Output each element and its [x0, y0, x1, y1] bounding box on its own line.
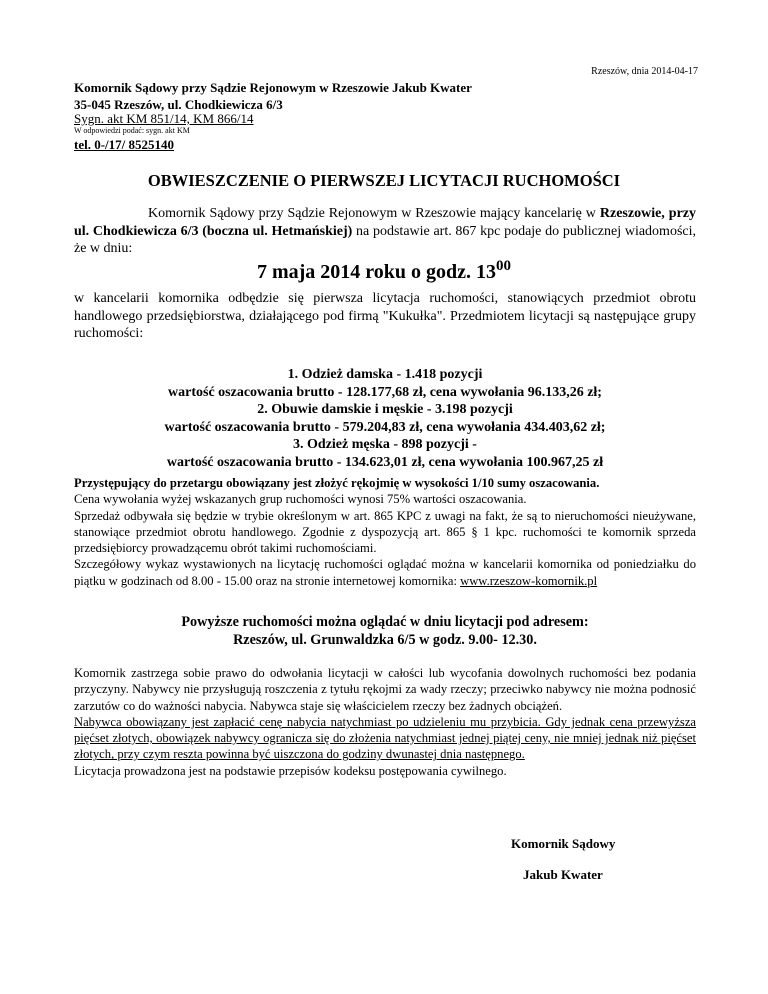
- reply-note: W odpowiedzi podać: sygn. akt KM: [74, 126, 190, 135]
- viewing-list-text: Szczegółowy wykaz wystawionych na licytację ruchomości oglądać można w kancelarii komornika od poniedziałku do piątku w godzinach od 8.00 - 15.00 oraz na stronie internetowej komornika:: [74, 557, 696, 588]
- document-date: Rzeszów, dnia 2014-04-17: [591, 66, 698, 77]
- viewing-line-1: Powyższe ruchomości można oglądać w dniu licytacji pod adresem:: [181, 614, 589, 630]
- group-line: 1. Odzież damska - 1.418 pozycji: [287, 367, 483, 382]
- group-line: 2. Obuwie damskie i męskie - 3.198 pozycji: [257, 402, 513, 417]
- sale-mode-note: Sprzedaż odbywała się będzie w trybie określonym w art. 865 KPC z uwagi na fakt, że są to nieruchomości nieużywane, stanowiące przedmiot obrotu handlowego. Zgodnie z dyspozycją art. 865 § 1 kpc. ruchomości te komornik sprzeda przedsiębiorcy prowadzącemu obrót takimi ruchomościami.: [74, 508, 696, 556]
- group-line: wartość oszacowania brutto - 128.177,68 zł, cena wywołania 96.133,26 zł;: [168, 384, 602, 400]
- conditions-block: [74, 475, 696, 589]
- intro-text-2: na podstawie art. 867 kpc podaje do publicznej wiadomości, że w dniu:: [74, 223, 696, 256]
- website-link[interactable]: www.rzeszow-komornik.pl: [460, 573, 598, 588]
- terms-block: [74, 665, 696, 779]
- terms-legal-basis: Licytacja prowadzona jest na podstawie przepisów kodeksu postępowania cywilnego.: [74, 763, 507, 778]
- intro-address: Rzeszowie, przy ul. Chodkiewicza 6/3 (boczna ul. Hetmańskiej): [74, 206, 696, 239]
- auction-date-minutes: 00: [496, 258, 512, 274]
- description-paragraph: w kancelarii komornika odbędzie się pierwsza licytacja ruchomości, stanowiących przedmiot obrotu handlowego przedsiębiorstwa, działającego pod firmą "Kukułka". Przedmiotem licytacji są następujące grupy ruchomości:: [74, 291, 696, 341]
- document-title: OBWIESZCZENIE O PIERWSZEJ LICYTACJI RUCHOMOŚCI: [147, 171, 621, 190]
- office-address-text: 35-045 Rzeszów, ul. Chodkiewicza 6/3: [74, 97, 283, 112]
- viewing-list-note: [74, 556, 696, 589]
- office-name-text: Komornik Sądowy przy Sądzie Rejonowym w Rzeszowie Jakub Kwater: [74, 80, 472, 95]
- starting-price-note: Cena wywołania wyżej wskazanych grup ruchomości wynosi 75% wartości oszacowania.: [74, 492, 527, 507]
- auction-date-main: 7 maja 2014 roku o godz. 13: [256, 261, 497, 283]
- group-line: wartość oszacowania brutto - 579.204,83 zł, cena wywołania 434.403,62 zł;: [164, 419, 606, 435]
- office-name: [74, 79, 472, 96]
- terms-payment: Nabywca obowiązany jest zapłacić cenę nabycia natychmiast po udzieleniu mu przybicia. Gdy jednak cena przewyższa pięćset złotych, obowiązek nabywcy ogranicza się do złożenia natychmiast jednej piątej ceny, nie mniej jednak niż pięćset złotych, przy czym reszta powinna być uiszczona do godziny dwunastej dnia następnego.: [74, 714, 696, 762]
- group-line: 3. Odzież męska - 898 pozycji -: [293, 437, 477, 452]
- item-groups: [74, 366, 696, 471]
- signature-name: Jakub Kwater: [523, 867, 603, 882]
- case-reference: Sygn. akt KM 851/14, KM 866/14: [74, 111, 254, 126]
- viewing-line-2: Rzeszów, ul. Grunwaldzka 6/5 w godz. 9.00- 12.30.: [233, 632, 537, 648]
- auction-date: [0, 258, 768, 284]
- intro-text-1: Komornik Sądowy przy Sądzie Rejonowym w Rzeszowie mający kancelarię w: [148, 206, 600, 221]
- signature-role: Komornik Sądowy: [511, 836, 616, 851]
- intro-paragraph: [74, 205, 696, 258]
- viewing-info: [74, 613, 696, 649]
- deposit-requirement: Przystępujący do przetargu obowiązany jest złożyć rękojmię w wysokości 1/10 sumy oszacowania.: [74, 476, 600, 490]
- phone-number: tel. 0-/17/ 8525140: [74, 137, 175, 152]
- terms-reservation: Komornik zastrzega sobie prawo do odwołania licytacji w całości lub wycofania dowolnych ruchomości bez podania przyczyny. Nabywcy nie przysługują roszczenia z tytułu rękojmi za wady rzeczy; przeciwko nabywcy nie można podnosić zarzutów co do ważności nabycia. Nabywca staje się właścicielem rzeczy bez żadnych obciążeń.: [74, 666, 696, 713]
- group-line: wartość oszacowania brutto - 134.623,01 zł, cena wywołania 100.967,25 zł: [166, 454, 604, 470]
